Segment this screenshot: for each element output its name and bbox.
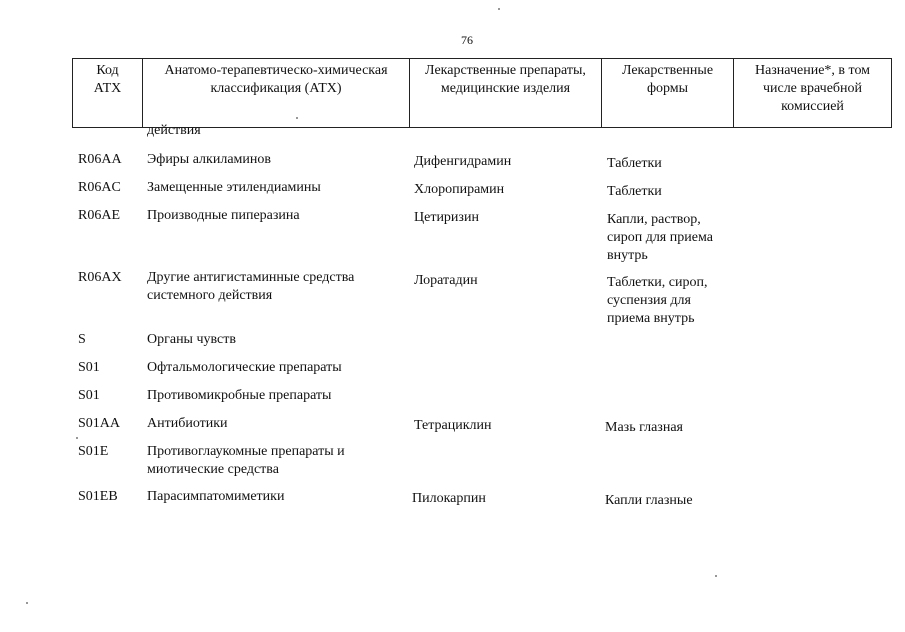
- header-atc: [142, 59, 409, 127]
- row-atc: Другие антигистаминные средства системного действия: [147, 270, 355, 303]
- row-atc: Органы чувств: [147, 332, 236, 347]
- header-drugs: [409, 59, 601, 127]
- table-header: [72, 58, 892, 128]
- header-forms: [601, 59, 733, 127]
- scan-speck: [76, 437, 78, 439]
- header-forms-label: Лекарственные формы: [621, 63, 714, 96]
- header-drugs-label: Лекарственные препараты, медицинские изделия: [425, 63, 586, 96]
- row-form: Капли, раствор, сироп для приема внутрь: [607, 212, 713, 263]
- row-code: S01E: [78, 444, 109, 459]
- scan-speck: [715, 575, 717, 577]
- row-atc: Парасимпатомиметики: [147, 489, 285, 504]
- row-atc: Противомикробные препараты: [147, 388, 332, 403]
- row-drug: Хлоропирамин: [414, 182, 505, 197]
- row-drug: Дифенгидрамин: [414, 154, 512, 169]
- row-code: R06AC: [78, 180, 121, 195]
- row-drug: Цетиризин: [414, 210, 479, 225]
- header-atc-label: Анатомо-терапевтическо-химическая классификация (АТХ): [164, 63, 388, 96]
- row-code: S01: [78, 360, 100, 375]
- row-form: Таблетки: [607, 156, 662, 171]
- row-code: R06AE: [78, 208, 120, 223]
- row-code: S: [78, 332, 86, 347]
- row-code: S01EB: [78, 489, 118, 504]
- row-atc: Офтальмологические препараты: [147, 360, 342, 375]
- row-form: Мазь глазная: [605, 420, 683, 435]
- row-atc: Замещенные этилендиамины: [147, 180, 321, 195]
- row-atc: Производные пиперазина: [147, 208, 300, 223]
- row-form: Капли глазные: [605, 493, 693, 508]
- page-number: 76: [461, 33, 473, 47]
- row-code: R06AX: [78, 270, 122, 285]
- row-atc: Эфиры алкиламинов: [147, 152, 271, 167]
- row-drug: Пилокарпин: [412, 491, 486, 506]
- scan-speck: [296, 117, 298, 119]
- row-drug: Лоратадин: [414, 273, 478, 288]
- row-atc: Противоглаукомные препараты и миотические средства: [147, 444, 345, 477]
- continued-text: действия: [147, 123, 201, 138]
- header-purpose: [733, 59, 891, 127]
- scan-speck: [498, 8, 500, 10]
- header-purpose-label: Назначение*, в том числе врачебной комиссией: [754, 63, 871, 114]
- row-form: Таблетки, сироп, суспензия для приема внутрь: [607, 275, 708, 326]
- row-form: Таблетки: [607, 184, 662, 199]
- row-code: R06AA: [78, 152, 122, 167]
- row-code: S01AA: [78, 416, 121, 431]
- row-drug: Тетрациклин: [414, 418, 492, 433]
- row-atc: Антибиотики: [147, 416, 228, 431]
- header-code-label: Код АТХ: [93, 63, 122, 96]
- row-code: S01: [78, 388, 100, 403]
- header-code: [73, 59, 142, 127]
- scan-speck: [26, 602, 28, 604]
